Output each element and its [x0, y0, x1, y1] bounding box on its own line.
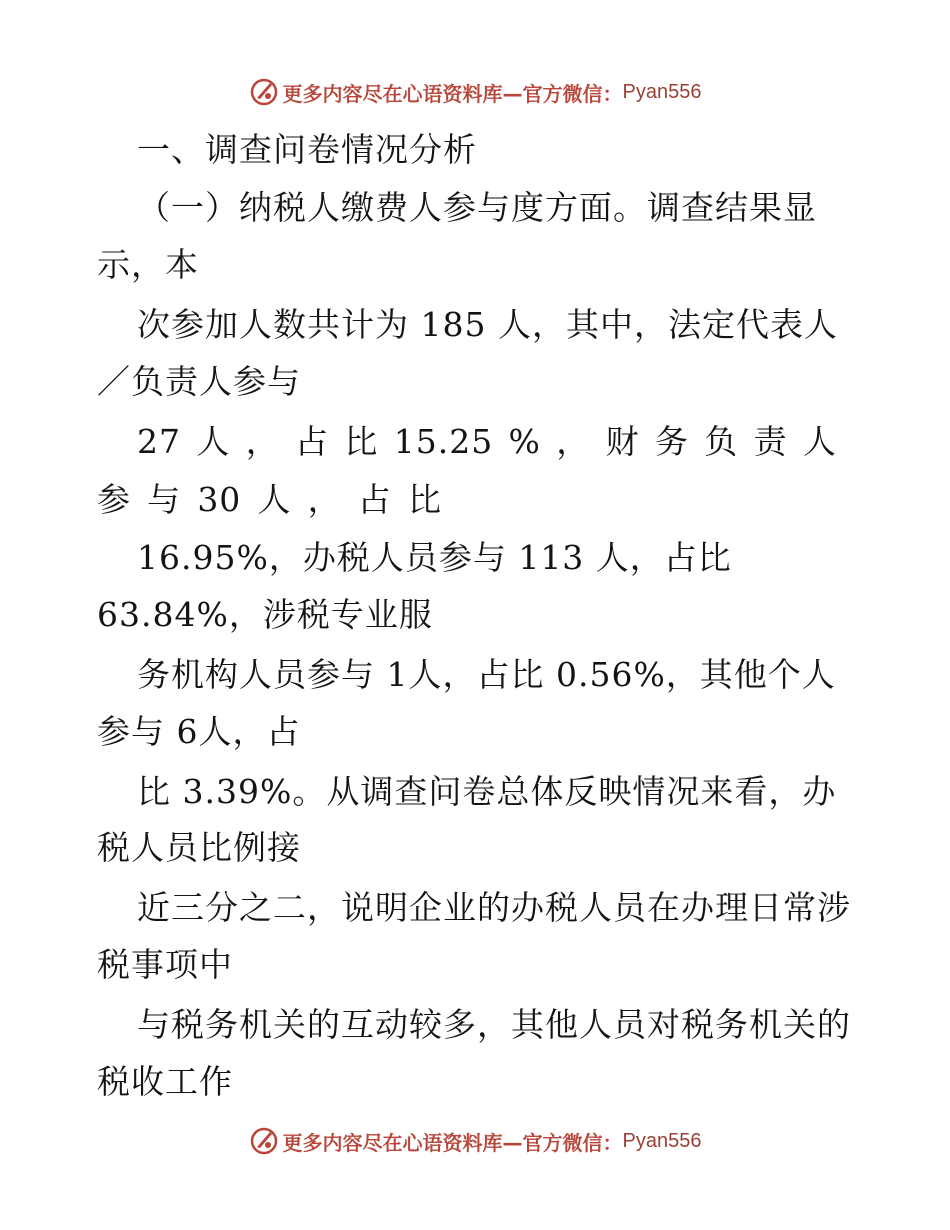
brand-logo-icon: [249, 1126, 279, 1156]
paragraph-line: 示，本: [97, 245, 199, 284]
banner-text: 更多内容尽在心语资料库—官方微信：: [282, 81, 623, 106]
paragraph-line: 税人员比例接: [97, 828, 301, 867]
word: 参: [97, 480, 131, 519]
paragraph-line-justified: [137, 422, 837, 462]
word: 财: [605, 422, 640, 461]
paragraph-line: 税事项中: [97, 945, 233, 984]
banner-text: 更多内容尽在心语资料库—官方微信：: [282, 1130, 623, 1155]
word: 30: [197, 480, 242, 519]
word: 占: [295, 422, 330, 461]
paragraph-line: 比 3.39%。从调查问卷总体反映情况来看，办: [137, 772, 837, 811]
paragraph-line: 16.95%，办税人员参与 113 人，占比: [137, 538, 732, 577]
word: 占: [357, 480, 392, 519]
paragraph-line: 63.84%，涉税专业服: [97, 595, 433, 634]
word: %: [508, 422, 541, 461]
word: 15.25: [393, 422, 494, 461]
paragraph-line: 次参加人数共计为 185 人，其中，法定代表人: [137, 305, 838, 344]
word: 人: [802, 422, 837, 461]
word: 负: [704, 422, 739, 461]
header-banner: [0, 72, 950, 112]
footer-banner: [0, 1121, 950, 1161]
word: ，: [245, 422, 280, 461]
paragraph-line: 与税务机关的互动较多，其他人员对税务机关的: [137, 1005, 851, 1044]
paragraph-line: 近三分之二，说明企业的办税人员在办理日常涉: [137, 888, 851, 927]
brand-logo-icon: [249, 77, 279, 107]
word: 人: [196, 422, 231, 461]
paragraph-line: 务机构人员参与 1人，占比 0.56%，其他个人: [137, 655, 836, 694]
word: 比: [407, 480, 442, 519]
word: ，: [556, 422, 591, 461]
paragraph-line-justified: [97, 480, 442, 520]
word: 比: [344, 422, 379, 461]
banner-wechat-id: Pyan556: [622, 1129, 702, 1152]
paragraph-line: 参与 6人，占: [97, 712, 301, 751]
paragraph-line: 税收工作: [97, 1062, 233, 1101]
paragraph-line: ／负责人参与: [97, 362, 301, 401]
word: 人: [257, 480, 292, 519]
word: 27: [137, 422, 181, 461]
section-heading: 一、调查问卷情况分析: [137, 130, 477, 169]
word: ，: [307, 480, 342, 519]
word: 责: [753, 422, 788, 461]
banner-wechat-id: Pyan556: [622, 80, 702, 103]
word: 务: [654, 422, 689, 461]
paragraph-line: （一）纳税人缴费人参与度方面。调查结果显: [137, 188, 817, 227]
word: 与: [147, 480, 182, 519]
